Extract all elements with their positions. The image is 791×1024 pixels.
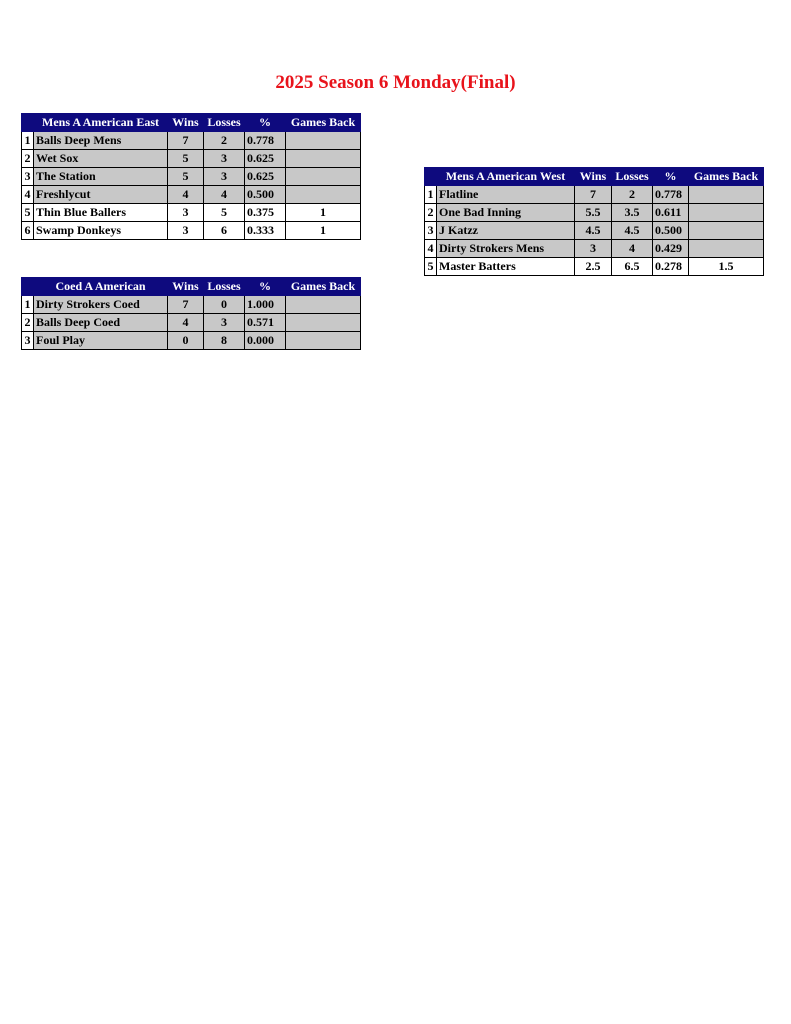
losses-cell: 5 <box>204 204 245 222</box>
losses-cell: 3.5 <box>612 204 653 222</box>
wins-cell: 3 <box>168 222 204 240</box>
rank-cell: 2 <box>425 204 437 222</box>
division-header: Mens A American East <box>34 114 168 132</box>
table-header-row <box>22 114 361 132</box>
team-name-cell: Wet Sox <box>34 150 168 168</box>
games-back-cell <box>689 240 764 258</box>
pct-cell: 0.333 <box>245 222 286 240</box>
page-title: 2025 Season 6 Monday(Final) <box>275 72 516 93</box>
wins-header: Wins <box>168 114 204 132</box>
team-name-cell: Dirty Strokers Mens <box>437 240 575 258</box>
games-back-cell <box>689 186 764 204</box>
team-name-cell: One Bad Inning <box>437 204 575 222</box>
pct-cell: 0.778 <box>245 132 286 150</box>
table-row <box>22 132 361 150</box>
pct-cell: 0.625 <box>245 150 286 168</box>
losses-cell: 4 <box>612 240 653 258</box>
wins-cell: 0 <box>168 332 204 350</box>
losses-header: Losses <box>204 114 245 132</box>
games-back-header: Games Back <box>286 278 361 296</box>
rank-header <box>22 278 34 296</box>
wins-header: Wins <box>575 168 612 186</box>
table-row <box>22 204 361 222</box>
losses-header: Losses <box>612 168 653 186</box>
table-row <box>22 314 361 332</box>
rank-header <box>22 114 34 132</box>
pct-cell: 0.778 <box>653 186 689 204</box>
table-row <box>22 186 361 204</box>
team-name-cell: The Station <box>34 168 168 186</box>
pct-cell: 0.500 <box>653 222 689 240</box>
games-back-cell <box>286 296 361 314</box>
wins-cell: 3 <box>168 204 204 222</box>
rank-cell: 3 <box>22 168 34 186</box>
games-back-cell <box>286 332 361 350</box>
pct-cell: 0.625 <box>245 168 286 186</box>
wins-cell: 5.5 <box>575 204 612 222</box>
team-name-cell: Dirty Strokers Coed <box>34 296 168 314</box>
table-header-row <box>22 278 361 296</box>
table-row <box>425 240 764 258</box>
rank-cell: 6 <box>22 222 34 240</box>
losses-cell: 6.5 <box>612 258 653 276</box>
pct-header: % <box>245 114 286 132</box>
team-name-cell: Flatline <box>437 186 575 204</box>
team-name-cell: Foul Play <box>34 332 168 350</box>
team-name-cell: Swamp Donkeys <box>34 222 168 240</box>
games-back-cell: 1.5 <box>689 258 764 276</box>
wins-cell: 5 <box>168 168 204 186</box>
table-row <box>425 204 764 222</box>
standings-table-west <box>424 167 764 276</box>
rank-cell: 4 <box>425 240 437 258</box>
rank-header <box>425 168 437 186</box>
table-row <box>22 222 361 240</box>
team-name-cell: Thin Blue Ballers <box>34 204 168 222</box>
losses-header: Losses <box>204 278 245 296</box>
rank-cell: 1 <box>22 132 34 150</box>
pct-cell: 1.000 <box>245 296 286 314</box>
pct-header: % <box>245 278 286 296</box>
table-row <box>22 168 361 186</box>
losses-cell: 2 <box>204 132 245 150</box>
wins-cell: 4 <box>168 186 204 204</box>
losses-cell: 6 <box>204 222 245 240</box>
losses-cell: 0 <box>204 296 245 314</box>
pct-header: % <box>653 168 689 186</box>
wins-cell: 7 <box>575 186 612 204</box>
rank-cell: 2 <box>22 314 34 332</box>
wins-cell: 7 <box>168 132 204 150</box>
wins-cell: 7 <box>168 296 204 314</box>
team-name-cell: J Katzz <box>437 222 575 240</box>
rank-cell: 1 <box>22 296 34 314</box>
losses-cell: 3 <box>204 150 245 168</box>
losses-cell: 2 <box>612 186 653 204</box>
pct-cell: 0.000 <box>245 332 286 350</box>
pct-cell: 0.500 <box>245 186 286 204</box>
standings-table-east <box>21 113 361 240</box>
games-back-cell <box>286 168 361 186</box>
losses-cell: 8 <box>204 332 245 350</box>
pct-cell: 0.375 <box>245 204 286 222</box>
games-back-header: Games Back <box>286 114 361 132</box>
team-name-cell: Freshlycut <box>34 186 168 204</box>
rank-cell: 5 <box>22 204 34 222</box>
pct-cell: 0.429 <box>653 240 689 258</box>
games-back-cell: 1 <box>286 204 361 222</box>
table-row <box>425 222 764 240</box>
table-row <box>22 332 361 350</box>
pct-cell: 0.278 <box>653 258 689 276</box>
wins-header: Wins <box>168 278 204 296</box>
pct-cell: 0.611 <box>653 204 689 222</box>
division-header: Mens A American West <box>437 168 575 186</box>
table-header-row <box>425 168 764 186</box>
standings-table-coed <box>21 277 361 350</box>
wins-cell: 3 <box>575 240 612 258</box>
table-row <box>22 296 361 314</box>
losses-cell: 4.5 <box>612 222 653 240</box>
rank-cell: 4 <box>22 186 34 204</box>
team-name-cell: Balls Deep Mens <box>34 132 168 150</box>
games-back-cell <box>286 132 361 150</box>
losses-cell: 3 <box>204 168 245 186</box>
rank-cell: 1 <box>425 186 437 204</box>
games-back-cell: 1 <box>286 222 361 240</box>
wins-cell: 4.5 <box>575 222 612 240</box>
table-row <box>425 186 764 204</box>
losses-cell: 3 <box>204 314 245 332</box>
games-back-cell <box>286 314 361 332</box>
table-row <box>425 258 764 276</box>
team-name-cell: Balls Deep Coed <box>34 314 168 332</box>
rank-cell: 3 <box>425 222 437 240</box>
table-row <box>22 150 361 168</box>
games-back-cell <box>689 204 764 222</box>
wins-cell: 5 <box>168 150 204 168</box>
wins-cell: 4 <box>168 314 204 332</box>
games-back-cell <box>286 186 361 204</box>
games-back-cell <box>286 150 361 168</box>
rank-cell: 2 <box>22 150 34 168</box>
pct-cell: 0.571 <box>245 314 286 332</box>
team-name-cell: Master Batters <box>437 258 575 276</box>
wins-cell: 2.5 <box>575 258 612 276</box>
division-header: Coed A American <box>34 278 168 296</box>
games-back-header: Games Back <box>689 168 764 186</box>
games-back-cell <box>689 222 764 240</box>
rank-cell: 5 <box>425 258 437 276</box>
losses-cell: 4 <box>204 186 245 204</box>
rank-cell: 3 <box>22 332 34 350</box>
